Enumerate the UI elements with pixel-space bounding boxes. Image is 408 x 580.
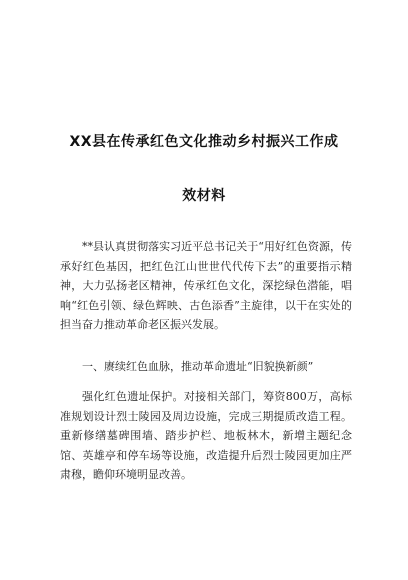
section-heading-1: 一、赓续红色血脉，推动革命遗址“旧貌换新颜”	[82, 360, 314, 373]
document-title-line-1: XX县在传承红色文化推动乡村振兴工作成	[69, 134, 339, 150]
intro-paragraph: **县认真贯彻落实习近平总书记关于“用好红色资源，传承好红色基因，把红色江山世世代代传下去”的重要指示精神，大力弘扬老区精神，传承红色文化，深挖绿色潜能，唱响“红色引领、绿色辉映、古色添香”主旋律，以干在实处的担当奋力推动革命老区振兴发展。	[60, 240, 352, 331]
document-title-line-2: 效材料	[182, 188, 226, 204]
section-paragraph-1: 强化红色遗址保护。对接相关部门，筹资800万，高标准规划设计烈士陵园及周边设施，完成三期提质改造工程。重新修缮墓碑围墙、踏步护栏、地板林木，新增主题纪念馆、英雄亭和停车场等设施，改造提升后烈士陵园更加庄严肃穆，瞻仰环境明显改善。	[60, 390, 352, 481]
